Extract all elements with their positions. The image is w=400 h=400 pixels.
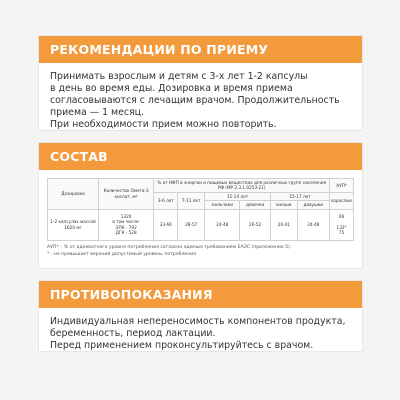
header-3-6: 3-6 лет — [154, 192, 178, 209]
header-dosage: Дозировка — [48, 179, 99, 210]
composition-title: СОСТАВ — [39, 143, 362, 170]
header-7-11: 7-11 лет — [178, 192, 205, 209]
header-adults: взрослые — [330, 192, 354, 209]
composition-footnotes — [39, 241, 362, 258]
footnote: * - не превышает верхний допустимый уровень потребления — [47, 251, 196, 257]
recommendations-title: РЕКОМЕНДАЦИИ ПО ПРИЕМУ — [39, 36, 362, 63]
header-girls-teen: девушки — [297, 201, 330, 209]
table-row — [48, 209, 354, 240]
composition-table — [47, 178, 354, 241]
cell-15-17-boys: 20-41 — [270, 209, 297, 240]
recommendations-line: Принимать взрослым и детям с 3-х лет 1-2 капсулы — [50, 71, 308, 82]
recommendations-line: согласовываются с лечащим врачом. Продолжительность — [50, 95, 340, 106]
cell-11-14-boys: 24-48 — [205, 209, 240, 240]
header-girls: девочки — [240, 201, 271, 209]
header-aup: АУП* — [330, 179, 354, 193]
header-11-14: 11-14 лет — [205, 192, 271, 200]
cell-adults: 66 132* 75 — [330, 209, 354, 240]
header-15-17: 15-17 лет — [270, 192, 329, 200]
cell-3-6: 33-66 — [154, 209, 178, 240]
cell-quantity: 1320 в том числе: ЭПК - 792 ДГК - 528 — [99, 209, 154, 240]
header-quantity: Количество Омега-3 кислот, мг — [99, 179, 154, 210]
footnote: АУП* – % от адекватного уровня потребления согласно единым требованиям ЕАЭС (приложение 5). — [47, 244, 292, 250]
cell-15-17-girls: 24-48 — [297, 209, 330, 240]
composition-card — [38, 142, 363, 269]
recommendations-line: При необходимости прием можно повторить. — [50, 119, 277, 130]
header-boys: мальчики — [205, 201, 240, 209]
contraindications-line: Индивидуальная непереносимость компонентов продукта, — [50, 316, 346, 327]
header-boys-teen: юноши — [270, 201, 297, 209]
contraindications-line: беременность, период лактации. — [50, 328, 216, 339]
cell-7-11: 28-57 — [178, 209, 205, 240]
recommendations-line: приема — 1 месяц. — [50, 107, 145, 118]
contraindications-card — [38, 280, 363, 352]
contraindications-line: Перед применением проконсультируйтесь с врачом. — [50, 340, 314, 351]
recommendations-card — [38, 35, 363, 131]
recommendations-text — [39, 63, 362, 137]
header-percent: % от НФП в энергии и пищевых веществах для различных групп населения РФ (МР 2.3.1.0253-21) — [154, 179, 330, 193]
contraindications-text — [39, 308, 362, 358]
cell-dosage: 1-2 капсулах массой 1620 мг — [48, 209, 99, 240]
cell-11-14-girls: 26-52 — [240, 209, 271, 240]
recommendations-line: в день во время еды. Дозировка и время приема — [50, 83, 293, 94]
contraindications-title: ПРОТИВОПОКАЗАНИЯ — [39, 281, 362, 308]
